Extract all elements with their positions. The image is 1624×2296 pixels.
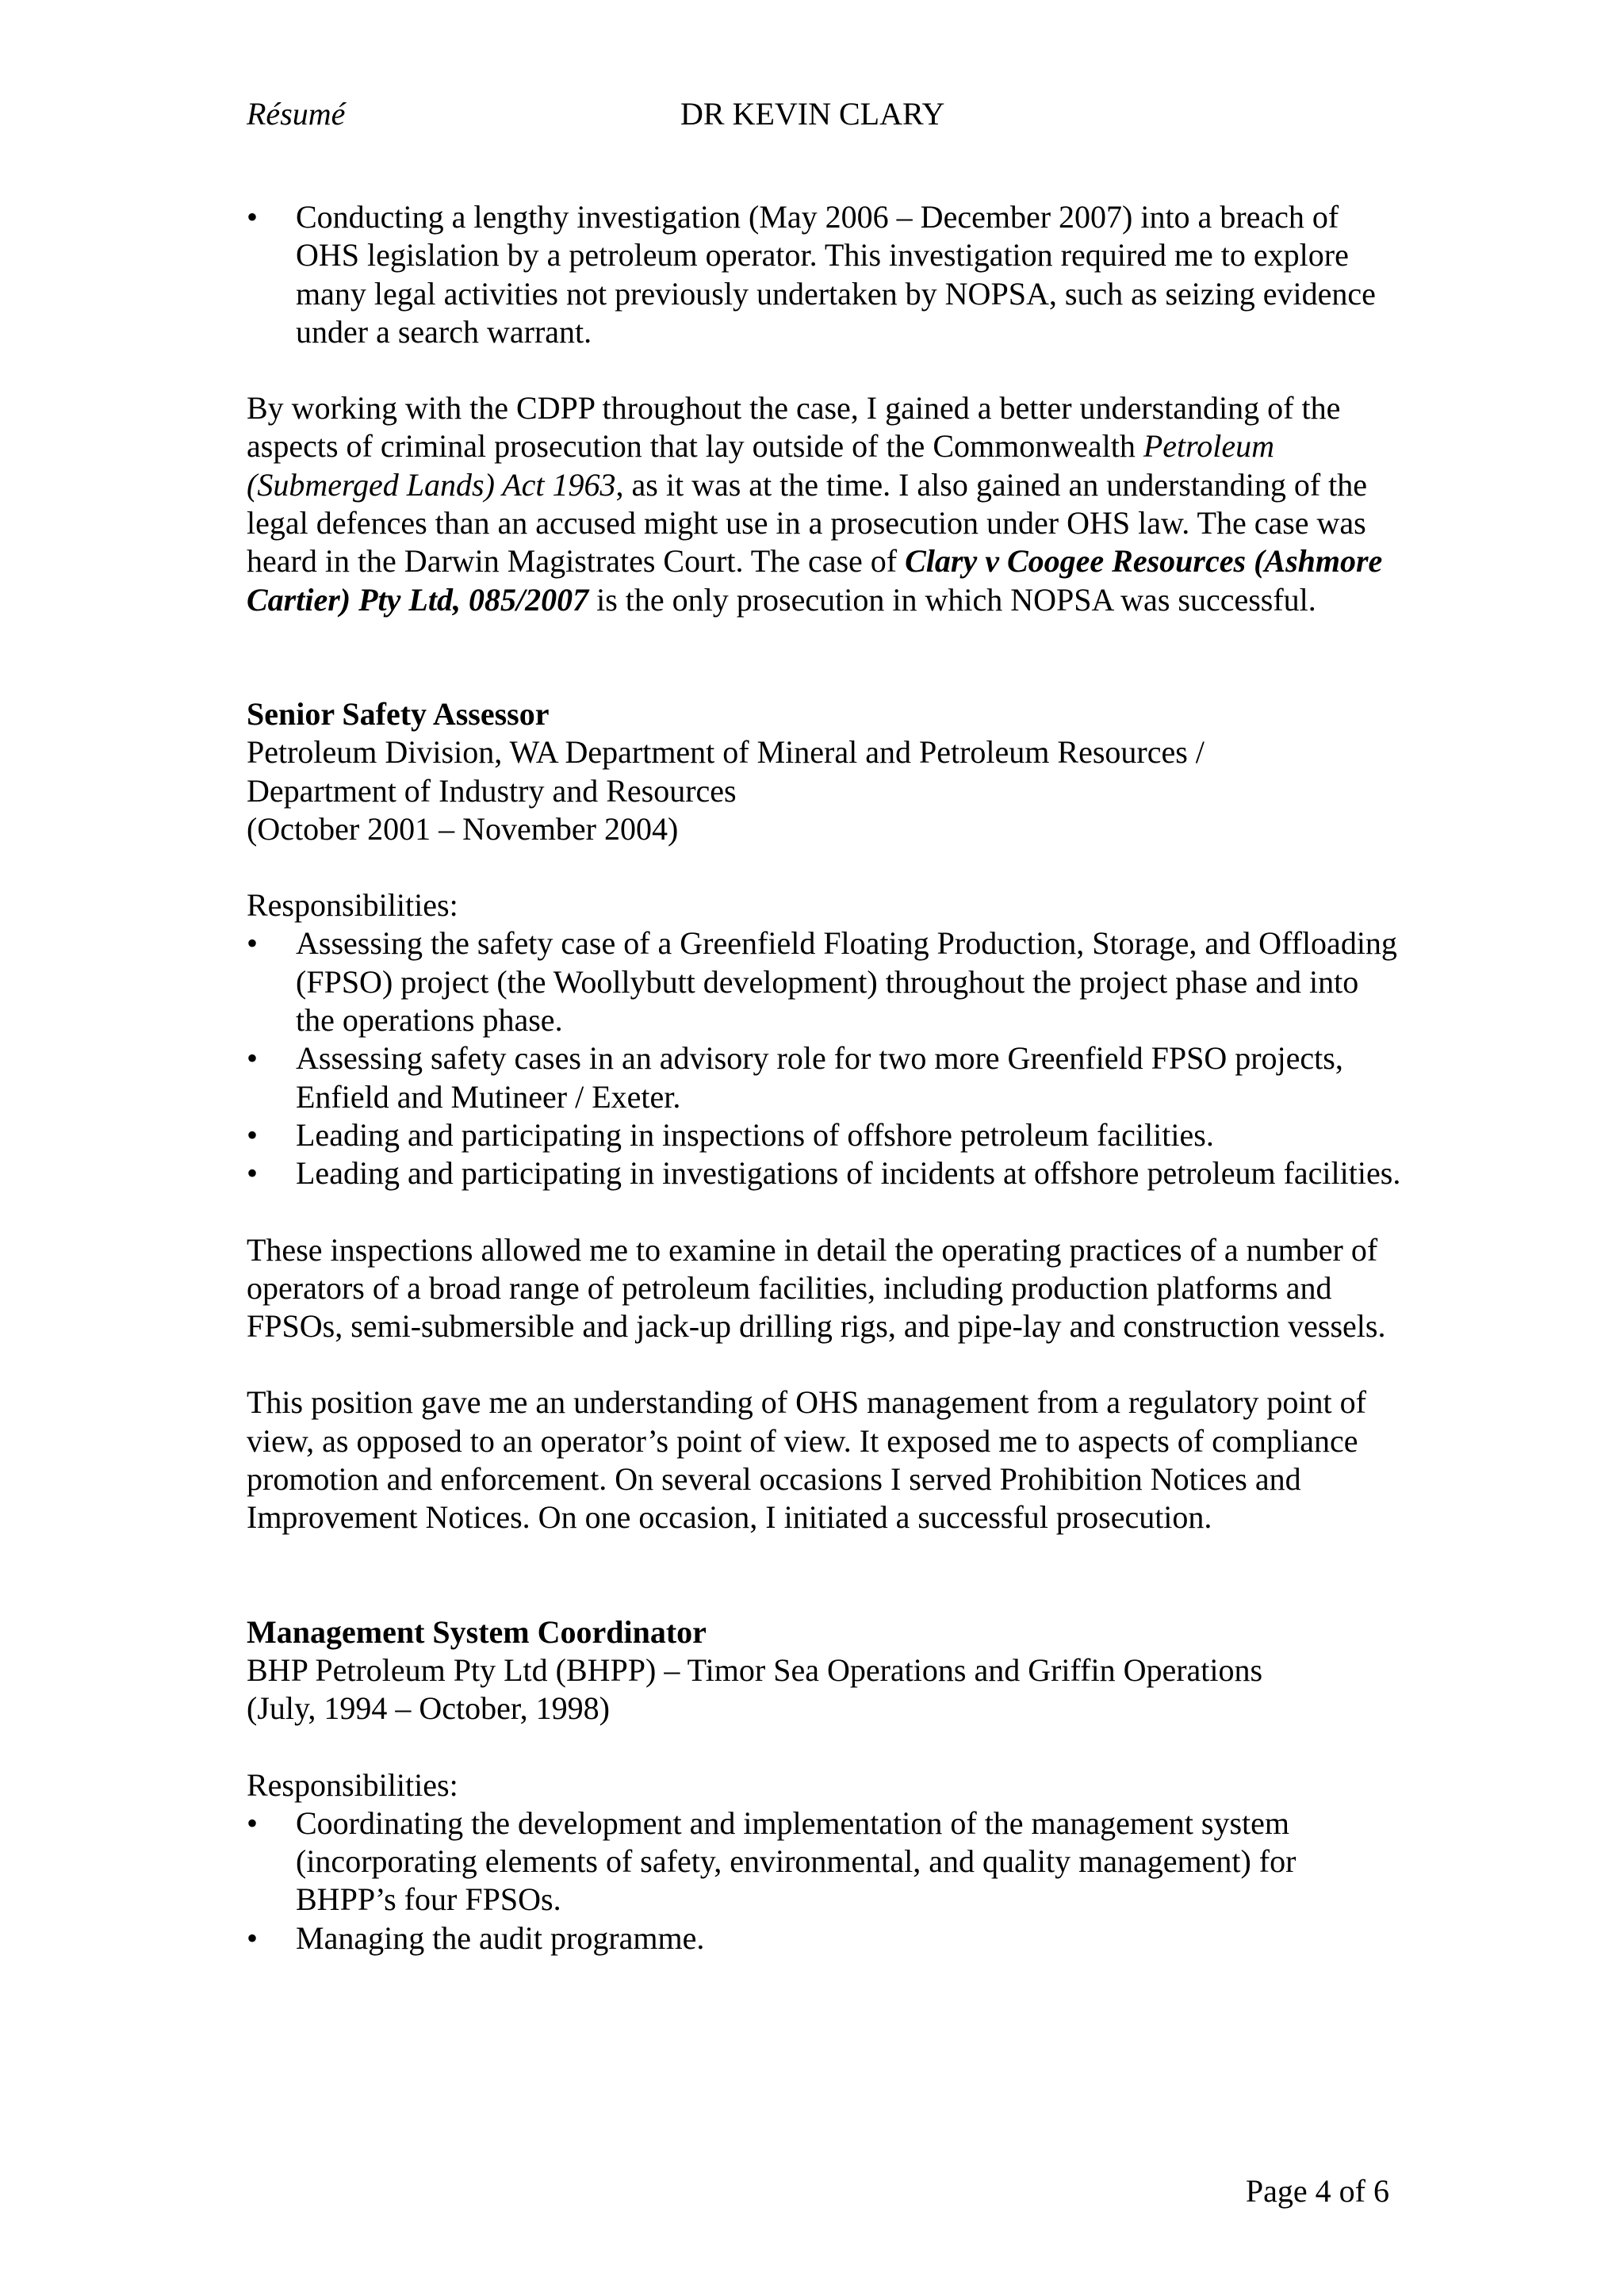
act-name: Petroleum (Submerged Lands) Act 1963 (247, 428, 1274, 503)
position-summary-paragraph: This position gave me an understanding of OHS management from a regulatory point of view, as opposed to an operator’s point of view. It exposed me to aspects of compliance promotion and enforcement. On several occasions I served Prohibition Notices and Improvement Notices. On one occasion, I initiated a successful prosecution. (247, 1384, 1366, 1536)
responsibility-item: • Leading and participating in inspections of offshore petroleum facilities. (247, 1116, 1404, 1154)
intro-paragraph-part2: , as it was at the time. I also gained an understanding of the legal defences than an accused might use in a prosecution under OHS law. The case was heard in the Darwin Magistrates Court. The case of (247, 466, 1368, 580)
responsibilities-label: Responsibilities: (247, 1766, 458, 1803)
case-name: Clary v Coogee Resources (Ashmore Cartier) Pty Ltd, 085/2007 (247, 543, 1383, 618)
job-title: Management System Coordinator (247, 1613, 707, 1650)
intro-paragraph (247, 389, 1404, 619)
job-organisation: Petroleum Division, WA Department of Mineral and Petroleum Resources / (247, 734, 1205, 771)
job-dates: (July, 1994 – October, 1998) (247, 1690, 610, 1727)
job-dates: (October 2001 – November 2004) (247, 810, 679, 847)
page-number: Page 4 of 6 (1245, 2173, 1389, 2209)
responsibilities-list (247, 924, 1404, 1192)
inspections-paragraph: These inspections allowed me to examine in detail the operating practices of a number of operators of a broad range of petroleum facilities, including production platforms and FPSOs, semi-submersible and jack-up drilling rigs, and pipe-lay and construction vessels. (247, 1231, 1386, 1345)
job-management-system-coordinator (247, 1613, 1404, 1957)
responsibility-item: • Managing the audit programme. (247, 1919, 1404, 1957)
intro-bullet-list (247, 198, 1404, 351)
job-title: Senior Safety Assessor (247, 695, 550, 732)
responsibilities-label: Responsibilities: (247, 887, 458, 924)
responsibility-item: • Coordinating the development and implementation of the management system (incorporating elements of safety, environmental, and quality management) for BHPP’s four FPSOs. (247, 1804, 1404, 1919)
header-name: DR KEVIN CLARY (680, 96, 945, 132)
intro-paragraph-part1: By working with the CDPP throughout the case, I gained a better understanding of the aspects of criminal prosecution that lay outside of the Commonwealth (247, 390, 1341, 465)
responsibility-item: • Assessing the safety case of a Greenfield Floating Production, Storage, and Offloading (FPSO) project (the Woollybutt development) throughout the project phase and into the operations phase. (247, 924, 1404, 1039)
responsibility-item: • Leading and participating in investigations of incidents at offshore petroleum facilities. (247, 1154, 1404, 1192)
intro-paragraph-part3: is the only prosecution in which NOPSA was successful. (588, 581, 1316, 618)
responsibility-item: • Assessing safety cases in an advisory role for two more Greenfield FPSO projects, Enfield and Mutineer / Exeter. (247, 1039, 1404, 1116)
header-resume-label: Résumé (247, 96, 346, 132)
job-organisation-line2: Department of Industry and Resources (247, 772, 737, 809)
intro-bullet-item: • Conducting a lengthy investigation (May 2006 – December 2007) into a breach of OHS legislation by a petroleum operator. This investigation required me to explore many legal activities not previously undertaken by NOPSA, such as seizing evidence under a search warrant. (247, 198, 1404, 351)
job-senior-safety-assessor (247, 695, 1404, 1537)
job-organisation: BHP Petroleum Pty Ltd (BHPP) – Timor Sea Operations and Griffin Operations (247, 1651, 1263, 1688)
document-body (247, 198, 1404, 1957)
responsibilities-list (247, 1804, 1404, 1957)
